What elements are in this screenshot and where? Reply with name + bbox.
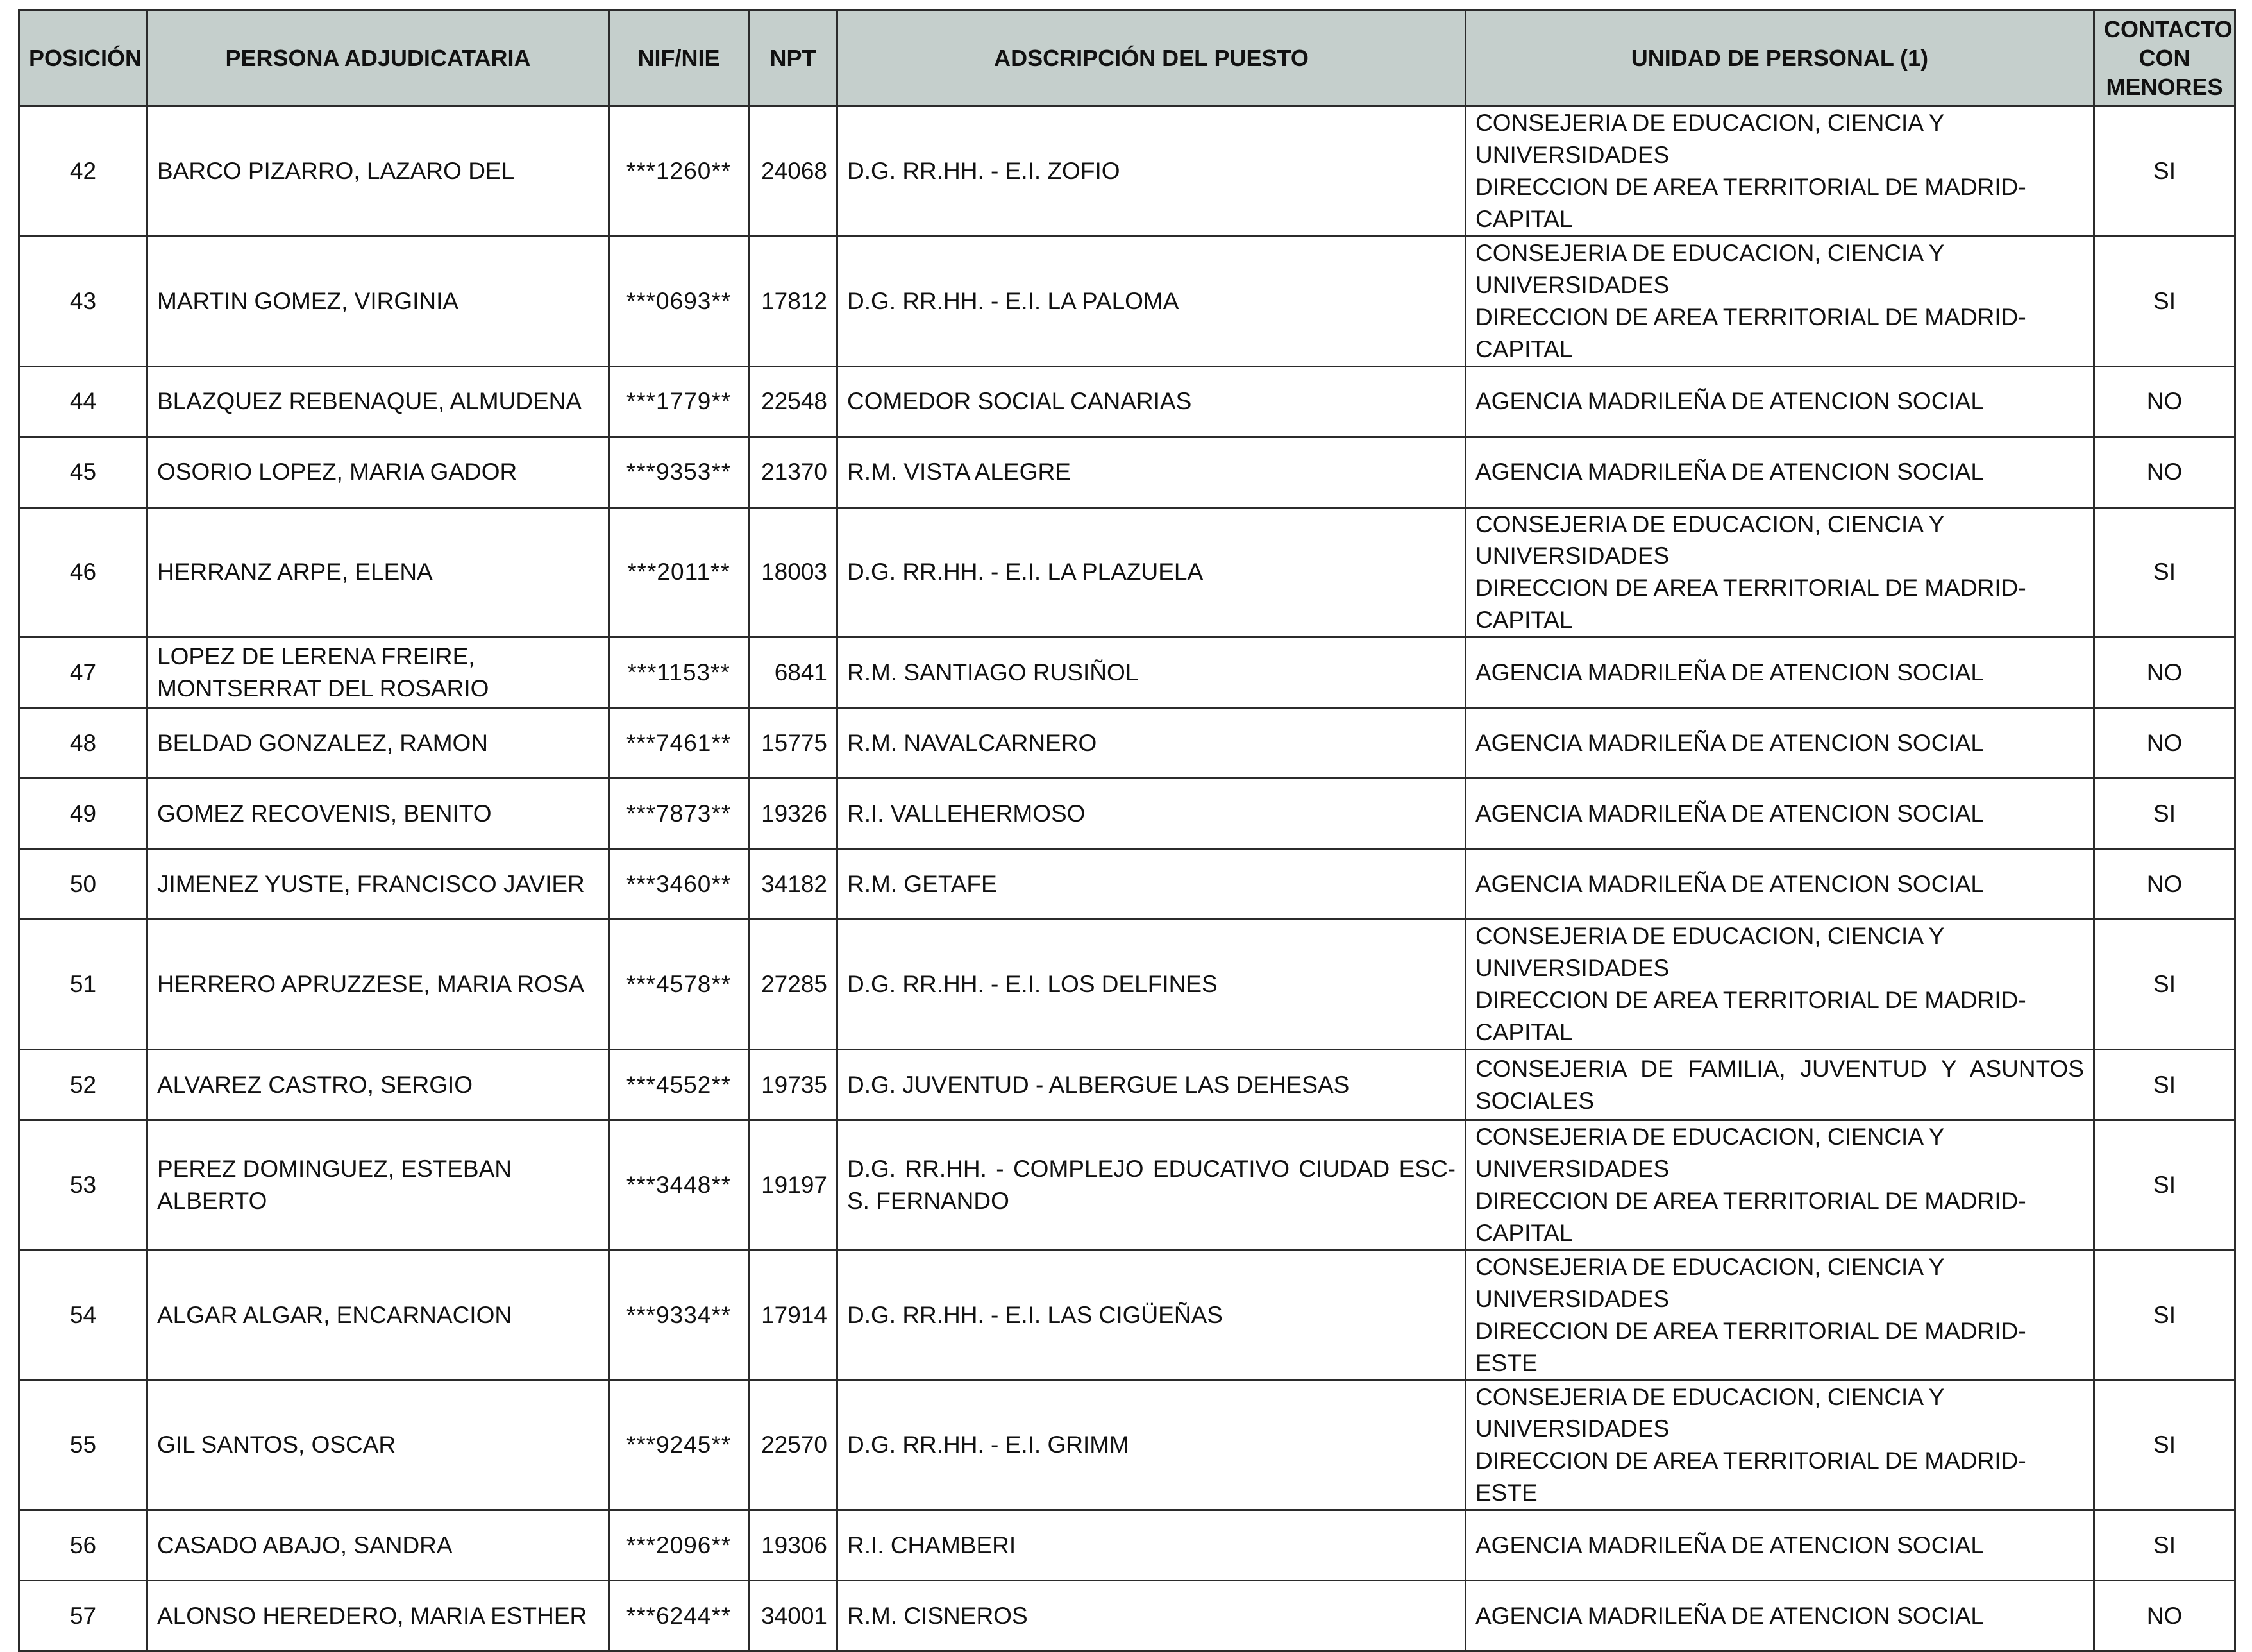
persona-line: ALONSO HEREDERO, MARIA ESTHER [157,1602,587,1629]
cell-npt: 17914 [749,1250,837,1380]
unidad-line: AGENCIA MADRILEÑA DE ATENCION SOCIAL [1475,659,1984,686]
cell-contacto: SI [2094,236,2235,366]
persona-line: JIMENEZ YUSTE, FRANCISCO JAVIER [157,870,585,897]
cell-npt: 19306 [749,1510,837,1581]
table-row [19,1050,2235,1120]
cell-posicion: 57 [19,1581,147,1651]
cell-persona [147,236,609,366]
unidad-line: DIRECCION DE AREA TERRITORIAL DE MADRID-ESTE [1475,1317,2026,1376]
cell-nif: ***2096** [609,1510,749,1581]
table-row [19,1250,2235,1380]
persona-line: GOMEZ RECOVENIS, BENITO [157,800,492,827]
header-npt: NPT [749,10,837,106]
table-row [19,366,2235,437]
persona-line: BELDAD GONZALEZ, RAMON [157,729,489,756]
cell-adscripcion: R.M. SANTIAGO RUSIÑOL [837,637,1466,708]
cell-posicion: 55 [19,1380,147,1510]
unidad-line: DIRECCION DE AREA TERRITORIAL DE MADRID-CAPITAL [1475,173,2026,232]
unidad-line: AGENCIA MADRILEÑA DE ATENCION SOCIAL [1475,459,1984,485]
cell-contacto: NO [2094,437,2235,507]
cell-nif: ***2011** [609,507,749,637]
cell-npt: 34182 [749,849,837,920]
cell-unidad [1466,1510,2094,1581]
cell-persona [147,849,609,920]
cell-contacto: SI [2094,920,2235,1050]
cell-posicion: 46 [19,507,147,637]
cell-nif: ***4578** [609,920,749,1050]
cell-persona [147,366,609,437]
cell-nif: ***7873** [609,779,749,849]
cell-npt: 19197 [749,1120,837,1251]
cell-unidad [1466,1120,2094,1251]
cell-posicion: 45 [19,437,147,507]
cell-posicion: 54 [19,1250,147,1380]
cell-npt: 34001 [749,1581,837,1651]
cell-nif: ***7461** [609,708,749,779]
cell-npt: 22570 [749,1380,837,1510]
cell-npt: 17812 [749,236,837,366]
unidad-line: CONSEJERIA DE FAMILIA, JUVENTUD Y ASUNTOS SOCIALES [1475,1055,2084,1114]
cell-posicion: 53 [19,1120,147,1251]
cell-contacto: SI [2094,1380,2235,1510]
cell-unidad [1466,366,2094,437]
table-row [19,920,2235,1050]
cell-npt: 18003 [749,507,837,637]
table-row [19,1380,2235,1510]
cell-contacto: SI [2094,1250,2235,1380]
table-row [19,106,2235,237]
table-row [19,849,2235,920]
unidad-line: AGENCIA MADRILEÑA DE ATENCION SOCIAL [1475,729,1984,756]
cell-persona [147,507,609,637]
table-row [19,236,2235,366]
cell-nif: ***4552** [609,1050,749,1120]
header-contacto-line: CONTACTO [2104,16,2233,42]
cell-adscripcion: D.G. RR.HH. - E.I. LA PALOMA [837,236,1466,366]
cell-npt: 27285 [749,920,837,1050]
unidad-line: DIRECCION DE AREA TERRITORIAL DE MADRID-CAPITAL [1475,303,2026,362]
cell-adscripcion: R.M. VISTA ALEGRE [837,437,1466,507]
cell-adscripcion: D.G. RR.HH. - E.I. LA PLAZUELA [837,507,1466,637]
cell-persona [147,708,609,779]
cell-contacto: NO [2094,1581,2235,1651]
cell-contacto: SI [2094,779,2235,849]
cell-adscripcion: D.G. RR.HH. - E.I. LAS CIGÜEÑAS [837,1250,1466,1380]
cell-posicion: 56 [19,1510,147,1581]
cell-nif: ***3460** [609,849,749,920]
cell-contacto: NO [2094,849,2235,920]
unidad-line: AGENCIA MADRILEÑA DE ATENCION SOCIAL [1475,800,1984,827]
cell-nif: ***1153** [609,637,749,708]
cell-persona [147,1250,609,1380]
header-adscripcion: ADSCRIPCIÓN DEL PUESTO [837,10,1466,106]
unidad-line: DIRECCION DE AREA TERRITORIAL DE MADRID-CAPITAL [1475,575,2026,634]
cell-npt: 19735 [749,1050,837,1120]
cell-contacto: NO [2094,637,2235,708]
persona-line: OSORIO LOPEZ, MARIA GADOR [157,459,517,485]
cell-adscripcion: R.M. GETAFE [837,849,1466,920]
persona-line: MARTIN GOMEZ, VIRGINIA [157,287,459,314]
cell-persona [147,920,609,1050]
cell-adscripcion: D.G. RR.HH. - E.I. GRIMM [837,1380,1466,1510]
cell-posicion: 51 [19,920,147,1050]
cell-persona [147,106,609,237]
cell-persona [147,1050,609,1120]
header-posicion: POSICIÓN [19,10,147,106]
header-nif: NIF/NIE [609,10,749,106]
cell-unidad [1466,106,2094,237]
unidad-line: CONSEJERIA DE EDUCACION, CIENCIA Y UNIVERSIDADES [1475,923,1944,982]
unidad-line: AGENCIA MADRILEÑA DE ATENCION SOCIAL [1475,1602,1984,1629]
cell-adscripcion: R.I. CHAMBERI [837,1510,1466,1581]
table-row [19,708,2235,779]
cell-nif: ***9245** [609,1380,749,1510]
cell-posicion: 42 [19,106,147,237]
cell-unidad [1466,1581,2094,1651]
cell-posicion: 44 [19,366,147,437]
unidad-line: CONSEJERIA DE EDUCACION, CIENCIA Y UNIVERSIDADES [1475,1124,1944,1182]
cell-nif: ***1260** [609,106,749,237]
table-row [19,1510,2235,1581]
cell-unidad [1466,849,2094,920]
cell-adscripcion: D.G. RR.HH. - COMPLEJO EDUCATIVO CIUDAD ESC-S. FERNANDO [837,1120,1466,1251]
cell-adscripcion: R.M. CISNEROS [837,1581,1466,1651]
cell-persona [147,779,609,849]
persona-line: GIL SANTOS, OSCAR [157,1431,396,1458]
cell-npt: 19326 [749,779,837,849]
cell-contacto: SI [2094,507,2235,637]
cell-posicion: 49 [19,779,147,849]
unidad-line: CONSEJERIA DE EDUCACION, CIENCIA Y UNIVERSIDADES [1475,510,1944,569]
cell-posicion: 47 [19,637,147,708]
cell-contacto: SI [2094,106,2235,237]
table-row [19,1120,2235,1251]
unidad-line: DIRECCION DE AREA TERRITORIAL DE MADRID-CAPITAL [1475,987,2026,1046]
unidad-line: CONSEJERIA DE EDUCACION, CIENCIA Y UNIVERSIDADES [1475,1253,1944,1312]
cell-unidad [1466,1380,2094,1510]
unidad-line: AGENCIA MADRILEÑA DE ATENCION SOCIAL [1475,1531,1984,1558]
cell-adscripcion: R.M. NAVALCARNERO [837,708,1466,779]
table-row [19,507,2235,637]
persona-line: BLAZQUEZ REBENAQUE, ALMUDENA [157,388,582,415]
cell-persona [147,637,609,708]
cell-contacto: NO [2094,708,2235,779]
cell-npt: 22548 [749,366,837,437]
cell-nif: ***6244** [609,1581,749,1651]
header-row [19,10,2235,106]
cell-contacto: SI [2094,1510,2235,1581]
cell-adscripcion: R.I. VALLEHERMOSO [837,779,1466,849]
unidad-line: DIRECCION DE AREA TERRITORIAL DE MADRID-CAPITAL [1475,1187,2026,1246]
persona-line: BARCO PIZARRO, LAZARO DEL [157,157,515,184]
unidad-line: CONSEJERIA DE EDUCACION, CIENCIA Y UNIVERSIDADES [1475,239,1944,298]
persona-line: MONTSERRAT DEL ROSARIO [157,675,489,702]
header-contacto-line: MENORES [2106,74,2223,100]
cell-npt: 6841 [749,637,837,708]
persona-line: HERRANZ ARPE, ELENA [157,559,433,586]
cell-nif: ***9334** [609,1250,749,1380]
persona-line: PEREZ DOMINGUEZ, ESTEBAN ALBERTO [157,1155,512,1214]
persona-line: CASADO ABAJO, SANDRA [157,1531,453,1558]
cell-unidad [1466,507,2094,637]
cell-npt: 24068 [749,106,837,237]
cell-contacto: SI [2094,1050,2235,1120]
persona-line: ALVAREZ CASTRO, SERGIO [157,1071,473,1098]
cell-unidad [1466,779,2094,849]
header-persona: PERSONA ADJUDICATARIA [147,10,609,106]
cell-persona [147,1581,609,1651]
cell-persona [147,437,609,507]
header-contacto-line: CON [2139,45,2190,71]
cell-contacto: SI [2094,1120,2235,1251]
table-row [19,637,2235,708]
header-contacto [2094,10,2235,106]
persona-line: LOPEZ DE LERENA FREIRE, [157,643,475,670]
cell-unidad [1466,1250,2094,1380]
cell-unidad [1466,437,2094,507]
table-row [19,437,2235,507]
cell-posicion: 50 [19,849,147,920]
cell-nif: ***0693** [609,236,749,366]
cell-nif: ***1779** [609,366,749,437]
cell-adscripcion: COMEDOR SOCIAL CANARIAS [837,366,1466,437]
table-row [19,1581,2235,1651]
cell-nif: ***9353** [609,437,749,507]
cell-nif: ***3448** [609,1120,749,1251]
unidad-line: CONSEJERIA DE EDUCACION, CIENCIA Y UNIVERSIDADES [1475,1383,1944,1442]
cell-adscripcion: D.G. RR.HH. - E.I. LOS DELFINES [837,920,1466,1050]
cell-contacto: NO [2094,366,2235,437]
cell-npt: 15775 [749,708,837,779]
header-unidad: UNIDAD DE PERSONAL (1) [1466,10,2094,106]
cell-unidad [1466,236,2094,366]
cell-posicion: 52 [19,1050,147,1120]
persona-line: HERRERO APRUZZESE, MARIA ROSA [157,971,585,998]
cell-adscripcion: D.G. RR.HH. - E.I. ZOFIO [837,106,1466,237]
cell-adscripcion: D.G. JUVENTUD - ALBERGUE LAS DEHESAS [837,1050,1466,1120]
cell-unidad [1466,708,2094,779]
cell-unidad [1466,637,2094,708]
cell-posicion: 48 [19,708,147,779]
unidad-line: AGENCIA MADRILEÑA DE ATENCION SOCIAL [1475,388,1984,415]
cell-unidad [1466,920,2094,1050]
cell-unidad [1466,1050,2094,1120]
cell-posicion: 43 [19,236,147,366]
unidad-line: CONSEJERIA DE EDUCACION, CIENCIA Y UNIVERSIDADES [1475,110,1944,168]
table-row [19,779,2235,849]
cell-npt: 21370 [749,437,837,507]
cell-persona [147,1510,609,1581]
cell-persona [147,1120,609,1251]
persona-line: ALGAR ALGAR, ENCARNACION [157,1301,512,1328]
unidad-line: DIRECCION DE AREA TERRITORIAL DE MADRID-ESTE [1475,1447,2026,1506]
adjudication-table [18,9,2236,1652]
unidad-line: AGENCIA MADRILEÑA DE ATENCION SOCIAL [1475,870,1984,897]
cell-persona [147,1380,609,1510]
